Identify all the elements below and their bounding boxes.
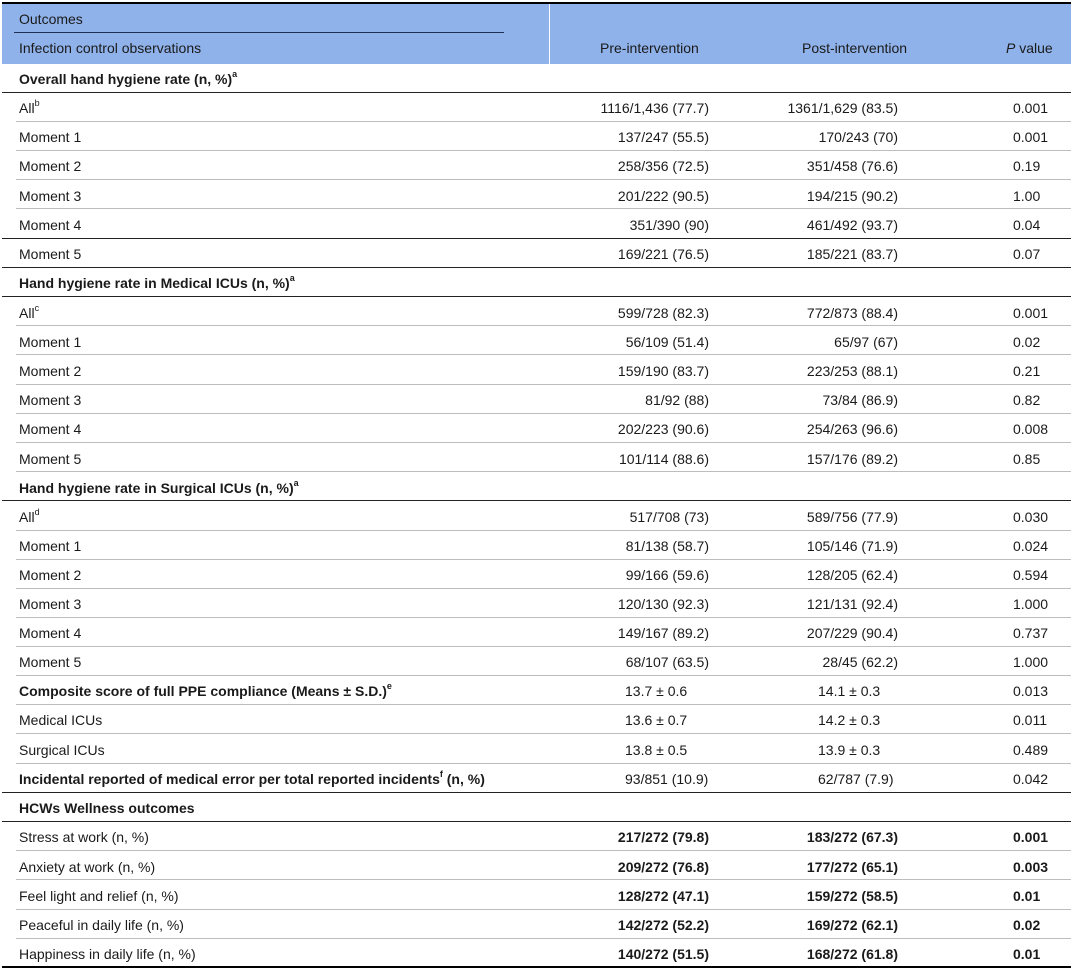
p-value: 0.001 (1013, 305, 1049, 321)
row-rule (16, 442, 1071, 443)
row-rule (16, 646, 1071, 647)
row-label: Peaceful in daily life (n, %) (19, 917, 184, 933)
row-rule (16, 879, 1071, 880)
row-label: Anxiety at work (n, %) (19, 859, 156, 875)
p-value: 0.011 (1013, 712, 1047, 728)
post-value: 128/205 (62.4) (806, 567, 898, 583)
p-value: 0.042 (1013, 771, 1049, 787)
header-group-label: Outcomes (19, 11, 83, 27)
header-col-observations: Infection control observations (19, 40, 202, 56)
post-value: 168/272 (61.8) (806, 946, 898, 962)
p-value: 0.003 (1013, 859, 1049, 875)
p-value: 0.85 (1013, 451, 1041, 467)
header-group-underline (14, 32, 504, 33)
section-title: Hand hygiene rate in Medical ICUs (n, %)$^a$ (19, 273, 295, 291)
row-label: Moment 3 (19, 392, 82, 408)
p-value: 0.02 (1013, 917, 1041, 933)
p-value: 0.01 (1013, 946, 1041, 962)
p-value: 0.594 (1013, 567, 1049, 583)
p-value: 0.008 (1013, 421, 1049, 437)
row-rule (16, 909, 1071, 910)
p-value: 0.001 (1013, 829, 1049, 845)
header-divider (549, 4, 550, 64)
row-label: Moment 2 (19, 158, 82, 174)
post-value: 254/263 (96.6) (806, 421, 898, 437)
header-col-pre: Pre-intervention (600, 40, 699, 56)
row-rule (16, 354, 1071, 355)
table-bottom-rule (2, 966, 1071, 968)
row-label: Stress at work (n, %) (19, 829, 149, 845)
row-rule (16, 617, 1071, 618)
post-value: 589/756 (77.9) (806, 509, 898, 525)
row-label: All$^b$ (19, 98, 40, 116)
post-value: 65/97 (67) (834, 334, 898, 350)
pre-value: 101/114 (88.6) (618, 451, 709, 467)
post-value: 73/84 (86.9) (822, 392, 898, 408)
row-rule (16, 179, 1071, 180)
pre-value: 137/247 (55.5) (617, 129, 709, 145)
p-value: 0.02 (1013, 334, 1041, 350)
pre-value: 599/728 (82.3) (617, 305, 709, 321)
pre-value: 1116/1,436 (77.7) (600, 100, 709, 116)
pre-value: 149/167 (89.2) (617, 625, 709, 641)
pre-value: 13.7 ± 0.6 (625, 683, 688, 699)
row-label: Moment 1 (19, 538, 82, 554)
row-rule (16, 413, 1071, 414)
post-value: 207/229 (90.4) (806, 625, 898, 641)
post-value: 13.9 ± 0.3 (818, 742, 881, 758)
row-label: Moment 4 (19, 217, 82, 233)
pre-value: 81/92 (88) (645, 392, 709, 408)
p-value: 1.000 (1013, 654, 1049, 670)
p-value: 0.001 (1013, 129, 1049, 145)
row-label: Moment 4 (19, 421, 82, 437)
row-label: Moment 5 (19, 654, 82, 670)
row-rule (16, 384, 1071, 385)
row-rule (16, 704, 1071, 705)
pre-value: 217/272 (79.8) (617, 829, 709, 845)
row-rule (16, 530, 1071, 531)
row-rule (2, 821, 1071, 822)
pre-value: 159/190 (83.7) (617, 363, 709, 379)
row-rule (2, 92, 1071, 93)
pre-value: 99/166 (59.6) (625, 567, 709, 583)
row-label: Feel light and relief (n, %) (19, 888, 179, 904)
row-rule (2, 296, 1071, 297)
post-value: 351/458 (76.6) (806, 158, 898, 174)
row-label: Moment 2 (19, 567, 82, 583)
post-value: 194/215 (90.2) (806, 188, 898, 204)
post-value: 1361/1,629 (83.5) (787, 100, 898, 116)
p-value: 1.00 (1013, 188, 1041, 204)
post-value: 170/243 (70) (818, 129, 898, 145)
row-rule (16, 733, 1071, 734)
post-value: 14.1 ± 0.3 (818, 683, 881, 699)
post-value: 62/787 (7.9) (818, 771, 894, 787)
row-label: Moment 3 (19, 188, 82, 204)
p-value: 0.001 (1013, 100, 1049, 116)
p-value: 0.82 (1013, 392, 1041, 408)
row-label: All$^c$ (19, 303, 40, 321)
pre-value: 56/109 (51.4) (625, 334, 709, 350)
post-value: 28/45 (62.2) (822, 654, 898, 670)
table-header (2, 4, 1071, 64)
post-value: 223/253 (88.1) (806, 363, 898, 379)
post-value: 169/272 (62.1) (806, 917, 898, 933)
p-value: 0.07 (1013, 246, 1041, 262)
row-rule (16, 150, 1071, 151)
row-label: Moment 1 (19, 334, 82, 350)
row-rule (2, 500, 1071, 501)
post-value: 121/131 (92.4) (806, 596, 898, 612)
row-label: Moment 5 (19, 246, 82, 262)
row-rule (16, 850, 1071, 851)
p-value: 0.013 (1013, 683, 1049, 699)
section-title: Overall hand hygiene rate (n, %)$^a$ (19, 69, 238, 87)
post-value: 772/873 (88.4) (806, 305, 898, 321)
post-value: 14.2 ± 0.3 (818, 712, 881, 728)
p-value: 1.000 (1013, 596, 1049, 612)
row-rule (2, 267, 1071, 268)
row-label: Incidental reported of medical error per total reported incidents$^f$ (n, %) (19, 769, 485, 787)
row-rule (2, 238, 1071, 239)
post-value: 185/221 (83.7) (806, 246, 898, 262)
row-rule (16, 675, 1071, 676)
p-value: 0.737 (1013, 625, 1049, 641)
section-title: Hand hygiene rate in Surgical ICUs (n, %)$^a$ (19, 478, 299, 496)
row-label: Happiness in daily life (n, %) (19, 946, 196, 962)
row-rule (16, 938, 1071, 939)
row-label: Medical ICUs (19, 712, 103, 728)
row-label: Moment 1 (19, 129, 82, 145)
row-rule (16, 208, 1071, 209)
post-value: 159/272 (58.5) (806, 888, 898, 904)
pre-value: 68/107 (63.5) (625, 654, 709, 670)
post-value: 461/492 (93.7) (806, 217, 898, 233)
post-value: 183/272 (67.3) (806, 829, 898, 845)
pre-value: 120/130 (92.3) (617, 596, 709, 612)
pre-value: 93/851 (10.9) (625, 771, 709, 787)
row-rule (16, 559, 1071, 560)
row-rule (16, 325, 1071, 326)
row-rule (16, 121, 1071, 122)
pre-value: 201/222 (90.5) (617, 188, 709, 204)
post-value: 105/146 (71.9) (806, 538, 898, 554)
pre-value: 258/356 (72.5) (617, 158, 709, 174)
row-label: Surgical ICUs (19, 742, 105, 758)
pre-value: 351/390 (90) (629, 217, 709, 233)
row-label: Moment 4 (19, 625, 82, 641)
row-label: Moment 5 (19, 451, 82, 467)
section-title: HCWs Wellness outcomes (19, 800, 195, 816)
p-value: 0.19 (1013, 158, 1041, 174)
header-col-pvalue: P value (1006, 40, 1053, 56)
pre-value: 202/223 (90.6) (617, 421, 709, 437)
post-value: 177/272 (65.1) (806, 859, 898, 875)
post-value: 157/176 (89.2) (806, 451, 898, 467)
p-value: 0.024 (1013, 538, 1049, 554)
row-rule (16, 471, 1071, 472)
header-col-post: Post-intervention (802, 40, 908, 56)
pre-value: 13.6 ± 0.7 (625, 712, 688, 728)
row-label: Composite score of full PPE compliance (Means ± S.D.)$^e$ (19, 681, 392, 699)
p-value: 0.04 (1013, 217, 1041, 233)
pre-value: 517/708 (73) (629, 509, 709, 525)
row-label: All$^d$ (19, 507, 40, 525)
pre-value: 13.8 ± 0.5 (625, 742, 688, 758)
row-rule (16, 588, 1071, 589)
pre-value: 140/272 (51.5) (617, 946, 709, 962)
p-value: 0.489 (1013, 742, 1049, 758)
pre-value: 128/272 (47.1) (617, 888, 709, 904)
pre-value: 209/272 (76.8) (617, 859, 709, 875)
p-value: 0.030 (1013, 509, 1049, 525)
row-rule (2, 792, 1071, 793)
p-value: 0.01 (1013, 888, 1041, 904)
p-value: 0.21 (1013, 363, 1041, 379)
row-rule (16, 763, 1071, 764)
pre-value: 81/138 (58.7) (625, 538, 709, 554)
row-label: Moment 3 (19, 596, 82, 612)
row-label: Moment 2 (19, 363, 82, 379)
pre-value: 142/272 (52.2) (617, 917, 709, 933)
pre-value: 169/221 (76.5) (617, 246, 709, 262)
